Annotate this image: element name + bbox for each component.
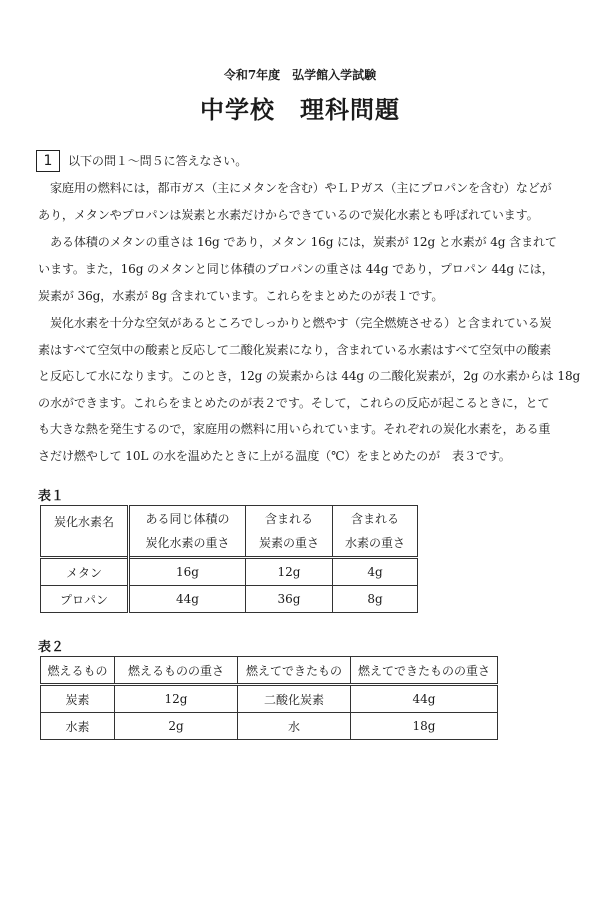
- page-title: 中学校 理科問題: [200, 95, 400, 124]
- table-cell: メタン: [41, 558, 129, 586]
- exam-header: 令和7年度 弘学館入学試験: [223, 68, 377, 82]
- table-cell: 44g: [351, 685, 498, 713]
- body-line: と反応して水になります。このとき，12g の炭素からは 44g の二酸化炭素が，2g の水素からは 18g: [38, 369, 581, 383]
- body-line: 炭化水素を十分な空気があるところでしっかりと燃やす（完全燃焼させる）と含まれている炭: [38, 316, 552, 330]
- table-cell: プロパン: [41, 586, 129, 613]
- question-number-box: 1: [36, 150, 60, 172]
- table-cell: 36g: [246, 586, 333, 613]
- body-line: あり，メタンやプロパンは炭素と水素だけからできているので炭化水素とも呼ばれています。: [38, 208, 539, 222]
- table-row: [41, 586, 418, 613]
- table-cell: 44g: [129, 586, 246, 613]
- body-line: 素はすべて空気中の酸素と反応して二酸化炭素になり，含まれている水素はすべて空気中の酸素: [38, 343, 552, 357]
- body-line: 炭素が 36g，水素が 8g 含まれています。これらをまとめたのが表１です。: [38, 289, 444, 303]
- body-line: います。また，16g のメタンと同じ体積のプロパンの重さは 44g であり，プロパン 44g には，: [38, 262, 554, 276]
- body-line: ある体積のメタンの重さは 16g であり，メタン 16g には，炭素が 12g と水素が 4g 含まれて: [38, 235, 557, 249]
- table-cell: 12g: [246, 558, 333, 586]
- table-cell: 18g: [351, 713, 498, 740]
- table1-header: [41, 506, 129, 558]
- table2-header: 燃えてできたものの重さ: [351, 657, 498, 685]
- body-line: の水ができます。これらをまとめたのが表２です。そして，これらの反応が起こるときに，とて: [38, 396, 550, 410]
- table-cell: 16g: [129, 558, 246, 586]
- table-cell: 二酸化炭素: [238, 685, 351, 713]
- body-line: さだけ燃やして 10L の水を温めたときに上がる温度（℃）をまとめたのが 表３です。: [38, 449, 511, 463]
- table-row: [41, 558, 418, 586]
- body-line: も大きな熱を発生するので，家庭用の燃料に用いられています。それぞれの炭化水素を，ある重: [38, 422, 551, 436]
- table-cell: 12g: [115, 685, 238, 713]
- header-text: 炭化水素名: [53, 515, 114, 529]
- body-line: 家庭用の燃料には，都市ガス（主にメタンを含む）やＬＰガス（主にプロパンを含む）などが: [38, 181, 552, 195]
- table1: [40, 505, 418, 613]
- table2-caption: 表２: [38, 640, 65, 655]
- table-row: [41, 713, 498, 740]
- table2-header: 燃えてできたもの: [238, 657, 351, 685]
- table-cell: 4g: [333, 558, 418, 586]
- table1-caption: 表１: [38, 489, 65, 504]
- table2-header: 燃えるもの: [41, 657, 115, 685]
- table1-header: [246, 506, 333, 558]
- header-text: ある同じ体積の: [145, 512, 230, 526]
- table-cell: 2g: [115, 713, 238, 740]
- header-text: 含まれる: [350, 512, 399, 526]
- table-row: [41, 685, 498, 713]
- table1-header: [129, 506, 246, 558]
- table1-header: [333, 506, 418, 558]
- table-cell: 水素: [41, 713, 115, 740]
- table2-header: 燃えるものの重さ: [115, 657, 238, 685]
- header-text: 水素の重さ: [344, 536, 405, 550]
- table-cell: 8g: [333, 586, 418, 613]
- table2: [40, 656, 498, 740]
- table-cell: 水: [238, 713, 351, 740]
- header-text: 炭化水素の重さ: [145, 536, 230, 550]
- question-instruction: 以下の問１～問５に答えなさい。: [68, 154, 248, 168]
- table-cell: 炭素: [41, 685, 115, 713]
- table-header-row: [41, 657, 498, 685]
- header-text: 含まれる: [264, 512, 313, 526]
- header-text: 炭素の重さ: [258, 536, 319, 550]
